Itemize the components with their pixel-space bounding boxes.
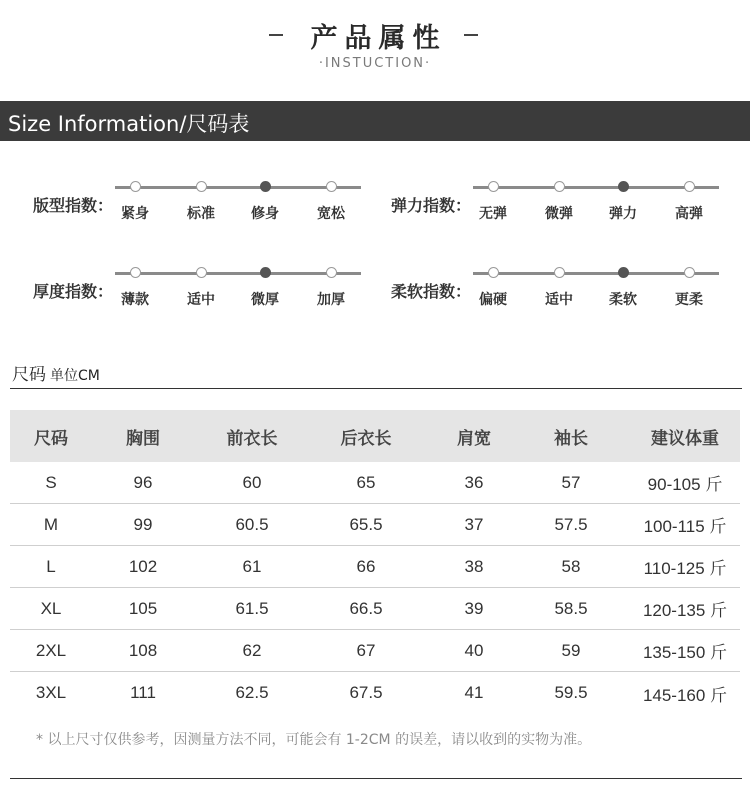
table-cell: 65 — [356, 472, 376, 492]
table-cell: 99 — [133, 514, 153, 534]
table-cell: 145-160 斤 — [642, 685, 728, 705]
index-option: 适中 — [187, 292, 215, 308]
page-subtitle: ·INSTUCTION· — [318, 56, 432, 71]
table-cell: 100-115 斤 — [643, 517, 727, 536]
table-cell: 66.5 — [349, 598, 383, 618]
table-cell: 59 — [561, 640, 581, 660]
table-cell: 2XL — [35, 640, 67, 660]
table-cell: 60 — [242, 472, 262, 492]
index-option: 修身 — [251, 206, 279, 222]
index-dot — [196, 267, 207, 278]
table-cell: 67.5 — [349, 683, 383, 702]
table-body — [10, 462, 740, 714]
table-cell: 90-105 斤 — [647, 475, 723, 494]
table-cell: 96 — [133, 472, 153, 492]
table-row — [10, 630, 740, 672]
index-fit — [33, 186, 393, 232]
table-cell: 61 — [242, 556, 262, 576]
table-cell: 57 — [561, 472, 581, 492]
index-dot — [130, 181, 141, 192]
table-cell: S — [45, 472, 57, 492]
index-dot — [130, 267, 141, 278]
index-label: 弹力指数： — [391, 196, 472, 215]
column-header: 肩宽 — [457, 428, 491, 449]
column-header: 袖长 — [554, 428, 588, 449]
table-cell: 135-150 斤 — [642, 643, 728, 662]
table-row — [10, 462, 740, 504]
index-dot — [684, 267, 695, 278]
table-cell: 39 — [464, 598, 484, 618]
table-cell: M — [43, 514, 59, 534]
table-cell: 60.5 — [235, 514, 269, 534]
index-option: 加厚 — [317, 292, 345, 308]
bottom-divider — [10, 778, 742, 779]
index-dot — [554, 181, 565, 192]
size-title: 尺码 — [12, 365, 46, 385]
table-cell: 41 — [464, 683, 484, 702]
table-cell: XL — [40, 598, 62, 618]
column-header: 胸围 — [126, 428, 160, 449]
index-dot-selected — [260, 267, 271, 278]
table-cell: 120-135 斤 — [642, 601, 728, 620]
index-dot — [488, 181, 499, 192]
index-dot-selected — [260, 181, 271, 192]
table-cell: 40 — [464, 640, 484, 660]
table-cell: 61.5 — [235, 598, 269, 618]
index-option: 柔软 — [609, 292, 637, 308]
index-elasticity — [391, 186, 750, 232]
table-cell: 65.5 — [349, 514, 383, 534]
table-row — [10, 504, 740, 546]
index-option: 微厚 — [251, 292, 279, 308]
table-cell: 111 — [130, 683, 156, 702]
title-dash-right — [464, 34, 478, 36]
page-title: 产品属性 — [310, 23, 447, 54]
index-option: 紧身 — [121, 206, 149, 222]
table-cell: 62.5 — [235, 683, 269, 702]
index-label: 厚度指数： — [33, 282, 114, 301]
index-dot — [326, 181, 337, 192]
table-cell: L — [46, 556, 56, 576]
index-option: 更柔 — [675, 292, 703, 308]
table-cell: 58 — [561, 556, 581, 576]
index-dot — [326, 267, 337, 278]
table-cell: 57.5 — [554, 514, 588, 534]
index-option: 微弹 — [545, 206, 573, 222]
size-unit: 单位CM — [50, 368, 100, 384]
index-option: 高弹 — [675, 206, 703, 222]
table-cell: 66 — [356, 556, 376, 576]
index-label: 柔软指数： — [391, 282, 472, 301]
banner-title: Size Information/尺码表 — [8, 112, 250, 136]
index-dot — [488, 267, 499, 278]
column-header: 建议体重 — [651, 428, 719, 449]
size-section-title — [12, 360, 100, 385]
index-option: 无弹 — [479, 206, 507, 222]
index-dot — [554, 267, 565, 278]
index-dot-selected — [618, 267, 629, 278]
table-header — [10, 410, 740, 462]
table-cell: 67 — [356, 640, 376, 660]
size-table — [10, 410, 740, 714]
table-row — [10, 546, 740, 588]
table-cell: 102 — [128, 556, 158, 576]
table-cell: 59.5 — [554, 683, 588, 702]
table-cell: 37 — [464, 514, 484, 534]
table-cell: 62 — [242, 640, 262, 660]
measurement-note: * 以上尺寸仅供参考，因测量方法不同，可能会有 1-2CM 的误差，请以收到的实物为准。 — [36, 732, 592, 748]
index-label: 版型指数： — [33, 196, 114, 215]
index-option: 标准 — [187, 206, 215, 222]
index-dot — [196, 181, 207, 192]
column-header: 尺码 — [34, 428, 68, 449]
index-dot-selected — [618, 181, 629, 192]
index-softness — [391, 272, 750, 318]
table-cell: 108 — [128, 640, 158, 660]
index-track — [473, 272, 719, 275]
table-row — [10, 588, 740, 630]
column-header: 后衣长 — [340, 428, 392, 449]
index-option: 偏硬 — [479, 292, 507, 308]
table-cell: 110-125 斤 — [643, 559, 727, 578]
index-option: 适中 — [545, 292, 573, 308]
index-track — [115, 186, 361, 189]
table-row — [10, 672, 740, 714]
column-header: 前衣长 — [226, 428, 278, 449]
size-info-banner — [0, 101, 750, 141]
table-cell: 105 — [128, 598, 158, 618]
index-option: 薄款 — [121, 292, 149, 308]
index-dot — [684, 181, 695, 192]
table-cell: 58.5 — [554, 598, 588, 618]
index-track — [473, 186, 719, 189]
divider — [10, 388, 742, 389]
section-header — [0, 14, 750, 54]
index-thickness — [33, 272, 393, 318]
index-option: 弹力 — [609, 206, 637, 222]
table-cell: 36 — [464, 472, 484, 492]
index-option: 宽松 — [317, 206, 345, 222]
table-cell: 38 — [464, 556, 484, 576]
table-cell: 3XL — [35, 683, 67, 702]
index-track — [115, 272, 361, 275]
